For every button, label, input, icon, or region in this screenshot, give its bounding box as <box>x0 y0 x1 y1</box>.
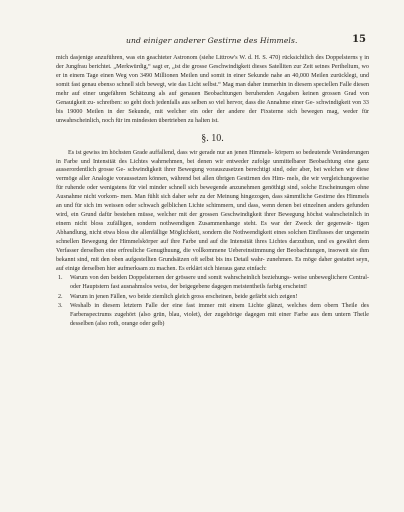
text-line: körpern so bedeutende Veränderungen in Farbe und Intensität des Lichtes wahrnehmen, bei <box>56 149 369 165</box>
text-line: zu halten ist. <box>187 117 219 124</box>
list-item <box>56 293 369 302</box>
text-line: sie ihm bekannt sind, mit den oben aufgestellten Grundsätzen oft selbst bis ins Detail wahr- <box>56 248 369 264</box>
text-line: mit der grossen Geschwindigkeit ihrer Bewegung höchst wahrscheinlich in einem nicht bloss <box>56 212 370 228</box>
text-line: wenn denen bei einzelnen anders gefunden wird, ein Grund dafür bestehen müsse, welcher <box>56 203 370 219</box>
text-line: zunehmen. Es möge daher gestattet seyn, auf einige derselben hier aufmerksam zu machen. <box>56 257 369 272</box>
text-line: erfreuliche Genugthuung, die vollkommene Uebereinstimmung der Beobachtungen, insoweit <box>118 248 349 255</box>
page-body <box>56 54 369 329</box>
list-item <box>56 274 369 292</box>
text-line: dem obern Theile des Farbenspectrums zugehört (also grün, blau, violet), der zugehörige <box>70 303 369 319</box>
text-line: Warum von den beiden Doppelsternen der grössere und somit wahrscheinlich beziehungs- <box>70 275 292 282</box>
running-title: und einiger anderer Gestirne des Himmels. <box>126 36 298 45</box>
text-line: schwindigkeit ihrer Bewegung vorauszusetzen berechtigt sind, oder aber, bei welchen wir diese <box>127 167 369 174</box>
text-line: Es erklärt sich hieraus ganz einfach: <box>178 265 267 272</box>
text-line: daher immerhin in diesem speciellen Falle diesen mehr auf einer ungefähren Schätzung als <box>56 81 370 97</box>
text-line: rücksichtlich des Doppelsterns γ in der Jungfrau berichtet. „Merkwürdig,“ sagt er, „ist die <box>56 55 370 70</box>
text-line: auf genauen Beobachtungen beruhenden Angaben keinen grossen Grad von Genauigkeit zu- <box>56 90 369 106</box>
text-line: zurücklegt, und somit fast genau ebenso schnell sich bewegt, wie das Licht selbst.“ Mag man <box>56 72 370 88</box>
section-heading: §. 10. <box>201 132 224 144</box>
list-item-number: 3. <box>58 303 63 310</box>
text-line: und auf die Intensität ihres Lichtes darzuthun, und es gewährt dem Verfasser derselben eine <box>56 239 369 255</box>
text-line: denen wir entweder zufolge unmittelbarer Beobachtung eine ganz ausserordentlich grosse Ge- <box>56 158 369 174</box>
text-line: mels, die wir vergleichungsweise für ruhende oder wenigstens für viel minder schnell sich <box>56 176 369 192</box>
text-line: Weshalb in diesem letztern Falle der eine fast immer mit einem Lichte glänzt, welches <box>70 303 307 310</box>
text-line: Himmels an und für sich im weissen oder schwach gelblichen Lichte schimmern, und dass, <box>56 194 370 210</box>
text-line: schwindigkeit von 33 bis 19000 Meilen in der Sekunde, mit welcher ein oder der andere der <box>56 99 369 115</box>
text-line: grosse Geschwindigkeit dieses Satelliten zur Zeit seines Perihelium, wo er in einem Tage <box>56 63 369 79</box>
text-line: zufälligen, sondern nothwendigen Zusammenhange steht. Es war der Zweck der gegenwär- <box>107 221 353 228</box>
text-line: Es ist gewiss im höchsten Grade auffallend, dass wir gerade nur an jenen Himmels- <box>68 149 274 156</box>
text-line: weise unbeweglichere Central- oder Hauptstern fast ausnahmslos weiss, der beigegebene <box>70 275 369 291</box>
text-line: eines solchen Einflusses der ungemein schnellen Bewegung der Himmelskörper auf ihre Farbe <box>56 230 370 246</box>
page-number: 15 <box>352 34 366 45</box>
text-line: dagegen mit einer Farbe aus dem untern Theile desselben (also roth, orange oder gelb) <box>70 312 369 328</box>
page-header <box>56 36 366 50</box>
text-line: vermöge aller Analogie voraussetzen können, während bei allen übrigen Gestirnen des Him- <box>56 176 286 183</box>
text-line: einen Weg von 3490 Millionen Meilen und somit in einer Sekunde nahe an 40,000 Meilen <box>100 72 329 79</box>
paragraph-1 <box>56 54 369 126</box>
list-item-number: 2. <box>58 293 63 300</box>
text-line: men. Man fühlt sich daher sehr zu der Meinung hingezogen, dass sämmtliche Gestirne des <box>120 194 345 201</box>
paragraph-2 <box>56 149 369 274</box>
text-line: dagegen meistentheils farbig erscheint! <box>211 284 308 291</box>
text-line: tigen Abhandlung, nicht etwa bloss die allenfällige Möglichkeit, sondern die Nothwendigkeit <box>56 221 370 237</box>
text-line: Warum in jenen Fällen, wo beide ziemlich gleich gross erscheinen, beide gefärbt sich <box>70 293 278 300</box>
list-item-number: 1. <box>58 275 63 282</box>
text-line: Fixsterne sich bewegen mag, weder für unwahrscheinlich, noch für im mindesten übertrieben <box>56 108 369 124</box>
text-line: schreiben: so geht doch jedenfalls aus selben so viel hervor, dass die Annahme einer Ge- <box>96 99 315 106</box>
text-line: zeigen! <box>279 293 298 300</box>
text-line: bewegende anzunehmen genöthigt sind, solche Erscheinungen ohne Ausnahme nicht vorkom- <box>56 185 369 201</box>
text-line: mich dasjenige anzuführen, was ein geachteter Astronom (siehe Littrow's W. d. H. S. 470) <box>56 55 281 61</box>
list-item <box>56 302 369 329</box>
